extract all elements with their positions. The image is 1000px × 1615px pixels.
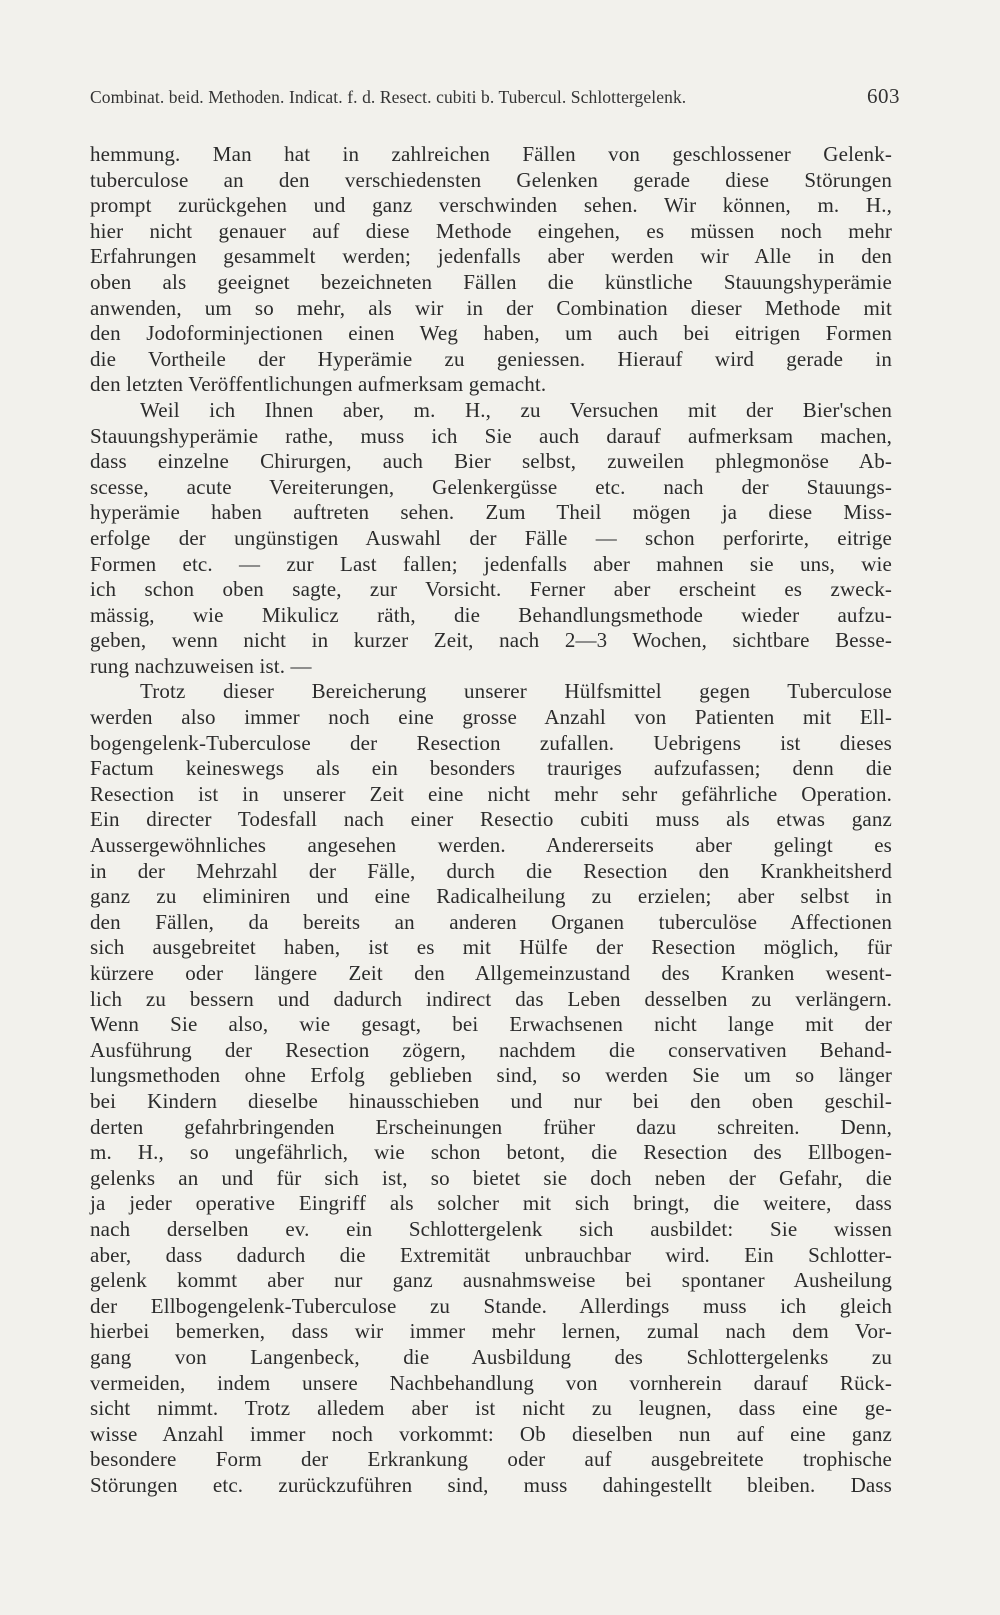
text-line: sicht nimmt. Trotz alledem aber ist nicht zu leugnen, dass eine ge- bbox=[90, 1396, 892, 1421]
text-line: den Jodoforminjectionen einen Weg haben, um auch bei eitrigen Formen bbox=[90, 321, 892, 346]
text-line: oben als geeignet bezeichneten Fällen die künstliche Stauungshyperämie bbox=[90, 269, 892, 294]
text-line: ich schon oben sagte, zur Vorsicht. Ferner aber erscheint es zweck- bbox=[90, 577, 892, 602]
text-line: Weil ich Ihnen aber, m. H., zu Versuchen mit der Bier'schen bbox=[140, 397, 892, 422]
text-line: Wenn Sie also, wie gesagt, bei Erwachsenen nicht lange mit der bbox=[90, 1012, 892, 1037]
text-line: anwenden, um so mehr, als wir in der Combination dieser Methode mit bbox=[90, 295, 892, 320]
text-line: hyperämie haben auftreten sehen. Zum Theil mögen ja diese Miss- bbox=[90, 500, 892, 525]
text-line: ja jeder operative Eingriff als solcher mit sich bringt, die weitere, dass bbox=[90, 1191, 892, 1216]
text-line: den Fällen, da bereits an anderen Organen tuberculöse Affectionen bbox=[90, 909, 892, 934]
text-line: hierbei bemerken, dass wir immer mehr lernen, zumal nach dem Vor- bbox=[90, 1319, 892, 1344]
text-line: ganz zu eliminiren und eine Radicalheilung zu erzielen; aber selbst in bbox=[90, 884, 892, 909]
text-line: kürzere oder längere Zeit den Allgemeinzustand des Kranken wesent- bbox=[90, 961, 892, 985]
text-line: lungsmethoden ohne Erfolg geblieben sind, so werden Sie um so länger bbox=[90, 1063, 892, 1088]
text-line: gang von Langenbeck, die Ausbildung des Schlottergelenks zu bbox=[90, 1344, 892, 1369]
text-line: sich ausgebreitet haben, ist es mit Hülfe der Resection möglich, für bbox=[90, 935, 892, 960]
text-line: mässig, wie Mikulicz räth, die Behandlungsmethode wieder aufzu- bbox=[90, 602, 892, 627]
text-line: gelenk kommt aber nur ganz ausnahmsweise bei spontaner Ausheilung bbox=[90, 1268, 892, 1293]
text-line: der Ellbogengelenk-Tuberculose zu Stande. Allerdings muss ich gleich bbox=[90, 1293, 892, 1318]
page-number: 603 bbox=[867, 84, 900, 108]
text-line: Factum keineswegs als ein besonders trauriges aufzufassen; denn die bbox=[90, 756, 892, 781]
text-line: Aussergewöhnliches angesehen werden. Andererseits aber gelingt es bbox=[90, 833, 892, 858]
text-line: in der Mehrzahl der Fälle, durch die Resection den Krankheitsherd bbox=[90, 858, 892, 883]
text-line: Trotz dieser Bereicherung unserer Hülfsmittel gegen Tuberculose bbox=[140, 679, 892, 704]
text-line: bogengelenk-Tuberculose der Resection zufallen. Uebrigens ist dieses bbox=[90, 730, 892, 755]
text-line: werden also immer noch eine grosse Anzahl von Patienten mit Ell- bbox=[90, 705, 892, 730]
text-line: derten gefahrbringenden Erscheinungen früher dazu schreiten. Denn, bbox=[90, 1114, 892, 1139]
text-line: Formen etc. — zur Last fallen; jedenfalls aber mahnen sie uns, wie bbox=[90, 551, 892, 576]
running-title: Combinat. beid. Methoden. Indicat. f. d. Resect. cubiti b. Tubercul. Schlottergelenk. bbox=[90, 87, 687, 107]
text-line: Erfahrungen gesammelt werden; jedenfalls aber werden wir Alle in den bbox=[90, 244, 892, 269]
text-line: dass einzelne Chirurgen, auch Bier selbst, zuweilen phlegmonöse Ab- bbox=[90, 449, 892, 474]
text-line: tuberculose an den verschiedensten Gelenken gerade diese Störungen bbox=[90, 167, 892, 192]
text-line: scesse, acute Vereiterungen, Gelenkergüsse etc. nach der Stauungs- bbox=[90, 474, 892, 499]
text-line: gelenks an und für sich ist, so bietet sie doch neben der Gefahr, die bbox=[90, 1165, 892, 1190]
text-line: m. H., so ungefährlich, wie schon betont, die Resection des Ellbogen- bbox=[90, 1140, 892, 1165]
running-head bbox=[90, 84, 900, 108]
text-line: Ausführung der Resection zögern, nachdem die conservativen Behand- bbox=[90, 1037, 892, 1062]
text-line: geben, wenn nicht in kurzer Zeit, nach 2—3 Wochen, sichtbare Besse- bbox=[90, 628, 892, 653]
text-line: den letzten Veröffentlichungen aufmerksam gemacht. bbox=[90, 372, 547, 397]
text-line: lich zu bessern und dadurch indirect das Leben desselben zu verlängern. bbox=[90, 986, 892, 1011]
text-line: hier nicht genauer auf diese Methode eingehen, es müssen noch mehr bbox=[90, 218, 892, 243]
text-line: aber, dass dadurch die Extremität unbrauchbar wird. Ein Schlotter- bbox=[90, 1242, 892, 1267]
text-line: prompt zurückgehen und ganz verschwinden sehen. Wir können, m. H., bbox=[90, 193, 892, 218]
text-line: Störungen etc. zurückzuführen sind, muss dahingestellt bleiben. Dass bbox=[90, 1472, 892, 1497]
text-line: Resection ist in unserer Zeit eine nicht mehr sehr gefährliche Operation. bbox=[90, 781, 892, 806]
text-line: hemmung. Man hat in zahlreichen Fällen von geschlossener Gelenk- bbox=[90, 142, 892, 166]
text-line: Ein directer Todesfall nach einer Resectio cubiti muss als etwas ganz bbox=[90, 807, 892, 832]
text-line: wisse Anzahl immer noch vorkommt: Ob dieselben nun auf eine ganz bbox=[90, 1421, 892, 1446]
text-line: rung nachzuweisen ist. — bbox=[90, 653, 312, 678]
text-line: die Vortheile der Hyperämie zu geniessen. Hierauf wird gerade in bbox=[90, 346, 892, 371]
text-line: besondere Form der Erkrankung oder auf ausgebreitete trophische bbox=[90, 1447, 892, 1472]
text-line: erfolge der ungünstigen Auswahl der Fälle — schon perforirte, eitrige bbox=[90, 525, 892, 550]
text-line: vermeiden, indem unsere Nachbehandlung von vornherein darauf Rück- bbox=[90, 1370, 892, 1395]
text-line: Stauungshyperämie rathe, muss ich Sie auch darauf aufmerksam machen, bbox=[90, 423, 892, 448]
text-line: nach derselben ev. ein Schlottergelenk sich ausbildet: Sie wissen bbox=[90, 1216, 892, 1241]
text-line: bei Kindern dieselbe hinausschieben und nur bei den oben geschil- bbox=[90, 1088, 892, 1113]
body-text bbox=[90, 142, 892, 1498]
